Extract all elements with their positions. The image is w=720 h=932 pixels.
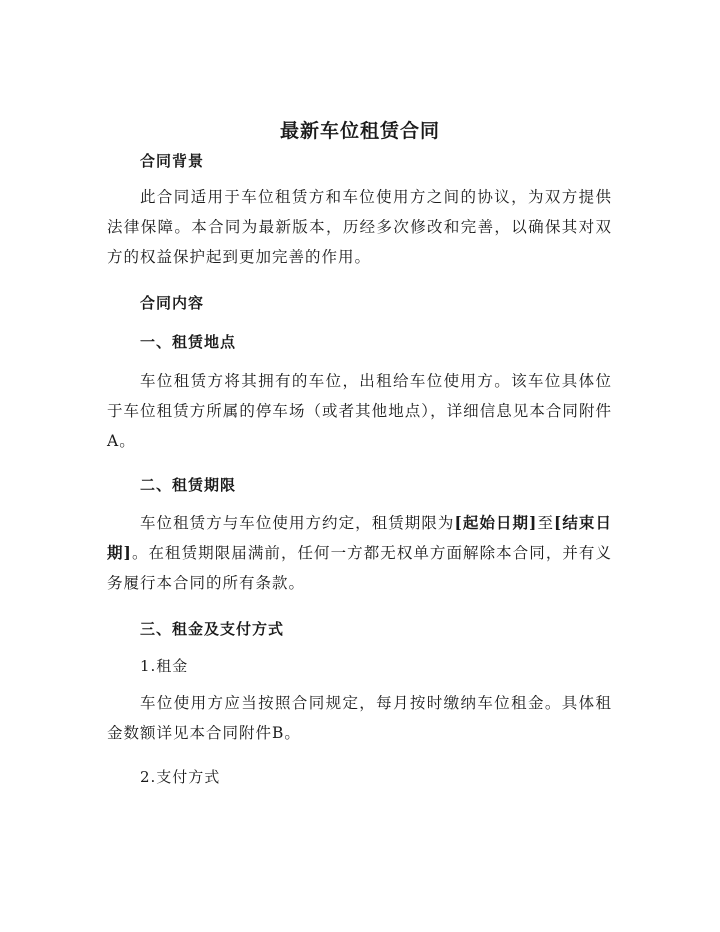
- background-heading: 合同背景: [140, 152, 205, 170]
- section2-text-a: 车位租赁方与车位使用方约定，租赁期限为: [140, 514, 455, 532]
- section1-paragraph: 车位租赁方将其拥有的车位，出租给车位使用方。该车位具体位于车位租赁方所属的停车场（或者其他地点），详细信息见本合同附件A。: [107, 372, 612, 450]
- start-date-placeholder: [起始日期]: [454, 513, 538, 532]
- section1-heading: 一、租赁地点: [140, 333, 237, 351]
- section2-text-c: 。在租赁期限届满前，任何一方都无权单方面解除本合同，并有义务履行本合同的所有条款。: [107, 544, 612, 592]
- section3-sub1-paragraph: 车位使用方应当按照合同规定，每月按时缴纳车位租金。具体租金数额详见本合同附件B。: [107, 694, 612, 742]
- document-title: 最新车位租赁合同: [279, 120, 440, 142]
- section2-heading: 二、租赁期限: [140, 476, 237, 494]
- section3-heading: 三、租金及支付方式: [140, 620, 285, 638]
- end-date-placeholder: [结束日期]: [107, 513, 612, 562]
- content-heading: 合同内容: [140, 294, 205, 312]
- section2-text-b: 至: [537, 514, 554, 532]
- background-paragraph: 此合同适用于车位租赁方和车位使用方之间的协议，为双方提供法律保障。本合同为最新版本，历经多次修改和完善，以确保其对双方的权益保护起到更加完善的作用。: [107, 188, 612, 266]
- section3-sub1-heading: 1.租金: [140, 657, 189, 675]
- section2-paragraph: [107, 508, 612, 598]
- section3-sub2-heading: 2.支付方式: [140, 768, 221, 786]
